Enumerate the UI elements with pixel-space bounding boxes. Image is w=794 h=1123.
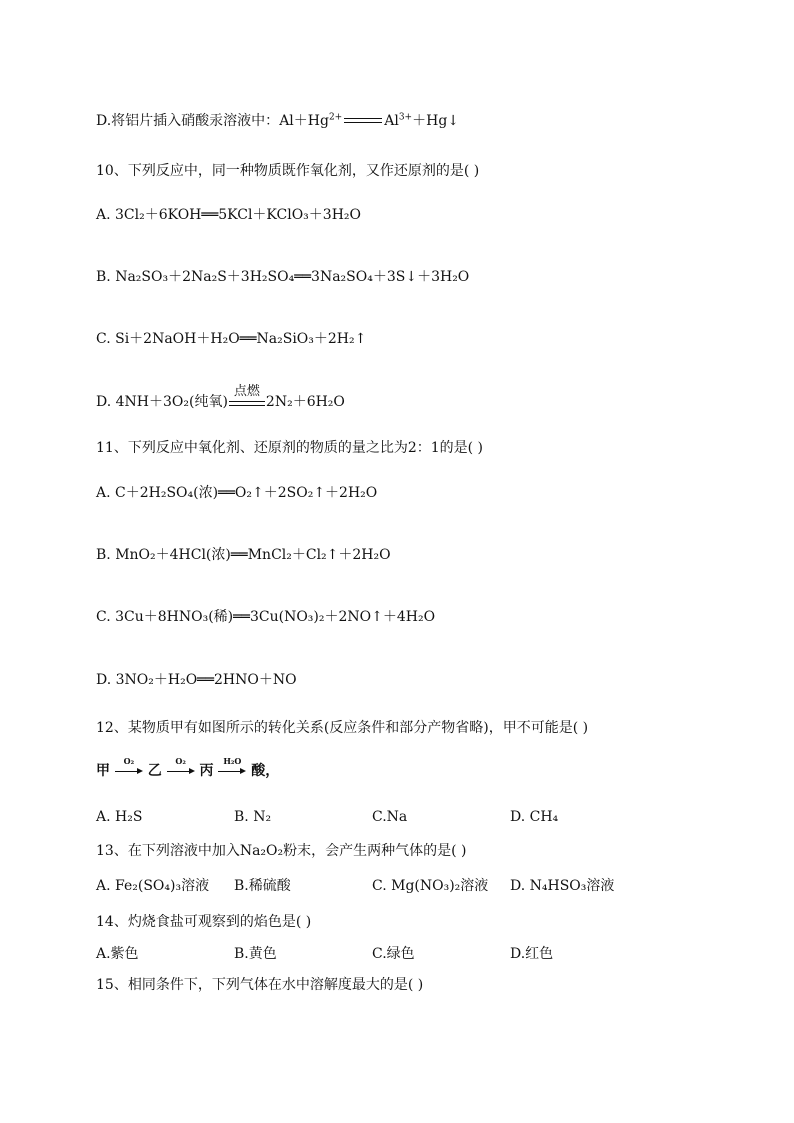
q9-d-rhs: Al	[384, 113, 399, 129]
q13-option-c: C. Mg(NO₃)₂溶液	[372, 878, 489, 894]
chain-node-1: 甲	[96, 763, 110, 779]
condition-label: 点燃	[233, 384, 260, 399]
q12-option-b: B. N₂	[234, 809, 272, 825]
q15-stem: 15、相同条件下，下列气体在水中溶解度最大的是( )	[96, 977, 424, 993]
q14-option-c: C.绿色	[372, 946, 415, 962]
q11-option-a: A. C＋2H₂SO₄(浓)══O₂↑＋2SO₂↑＋2H₂O	[96, 485, 378, 501]
q10-option-b: B. Na₂SO₃＋2Na₂S＋3H₂SO₄══3Na₂SO₄＋3S↓＋3H₂O	[96, 269, 470, 285]
q12-option-c: C.Na	[372, 809, 408, 825]
q9-d-lhs: Al＋Hg	[279, 113, 329, 129]
q11-option-c: C. 3Cu＋8HNO₃(稀)══3Cu(NO₃)₂＋2NO↑＋4H₂O	[96, 609, 436, 625]
q9-d-prefix: D.将铝片插入硝酸汞溶液中：	[96, 113, 280, 129]
q10-d-right: 2N₂＋6H₂O	[265, 394, 345, 410]
q11-option-d: D. 3NO₂＋H₂O══2HNO＋NO	[96, 672, 297, 688]
arrow-icon: O₂	[167, 764, 195, 778]
q13-stem: 13、在下列溶液中加入Na₂O₂粉末，会产生两种气体的是( )	[96, 843, 467, 859]
q10-stem: 10、下列反应中，同一种物质既作氧化剂，又作还原剂的是( )	[96, 163, 480, 179]
equals-sign	[344, 117, 382, 125]
q13-option-a: A. Fe₂(SO₄)₃溶液	[96, 878, 210, 894]
reaction-condition	[229, 384, 265, 409]
arrow-icon: O₂	[115, 764, 143, 778]
arrow-icon: H₂O	[218, 764, 246, 778]
q9-d-rhs-charge: 3+	[398, 112, 413, 123]
q9-d-lhs-charge: 2+	[328, 112, 343, 123]
q10-option-d	[96, 384, 345, 411]
q14-stem: 14、灼烧食盐可观察到的焰色是( )	[96, 914, 312, 930]
q11-option-b: B. MnO₂＋4HCl(浓)══MnCl₂＋Cl₂↑＋2H₂O	[96, 547, 391, 563]
q9-d-rhs2: ＋Hg↓	[412, 113, 460, 129]
chain-node-4: 酸，	[251, 763, 280, 779]
q11-stem: 11、下列反应中氧化剂、还原剂的物质的量之比为2：1的是( )	[96, 440, 484, 456]
q12-option-d: D. CH₄	[510, 809, 559, 825]
chain-node-3: 丙	[199, 763, 214, 779]
q9-option-d	[96, 112, 459, 130]
q13-option-d: D. N₄HSO₃溶液	[510, 878, 615, 894]
q12-stem: 12、某物质甲有如图所示的转化关系(反应条件和部分产物省略)，甲不可能是( )	[96, 720, 589, 736]
q12-option-a: A. H₂S	[96, 809, 143, 825]
conversion-chain	[96, 756, 280, 780]
q13-option-b: B.稀硫酸	[234, 878, 291, 894]
q14-option-d: D.红色	[510, 946, 554, 962]
q14-option-b: B.黄色	[234, 946, 277, 962]
q10-option-c: C. Si＋2NaOH＋H₂O══Na₂SiO₃＋2H₂↑	[96, 331, 367, 347]
q10-d-left: D. 4NH＋3O₂(纯氧)	[96, 394, 228, 410]
q14-option-a: A.紫色	[96, 946, 139, 962]
chain-node-2: 乙	[147, 763, 162, 779]
q10-option-a: A. 3Cl₂＋6KOH══5KCl＋KClO₃＋3H₂O	[96, 207, 362, 223]
